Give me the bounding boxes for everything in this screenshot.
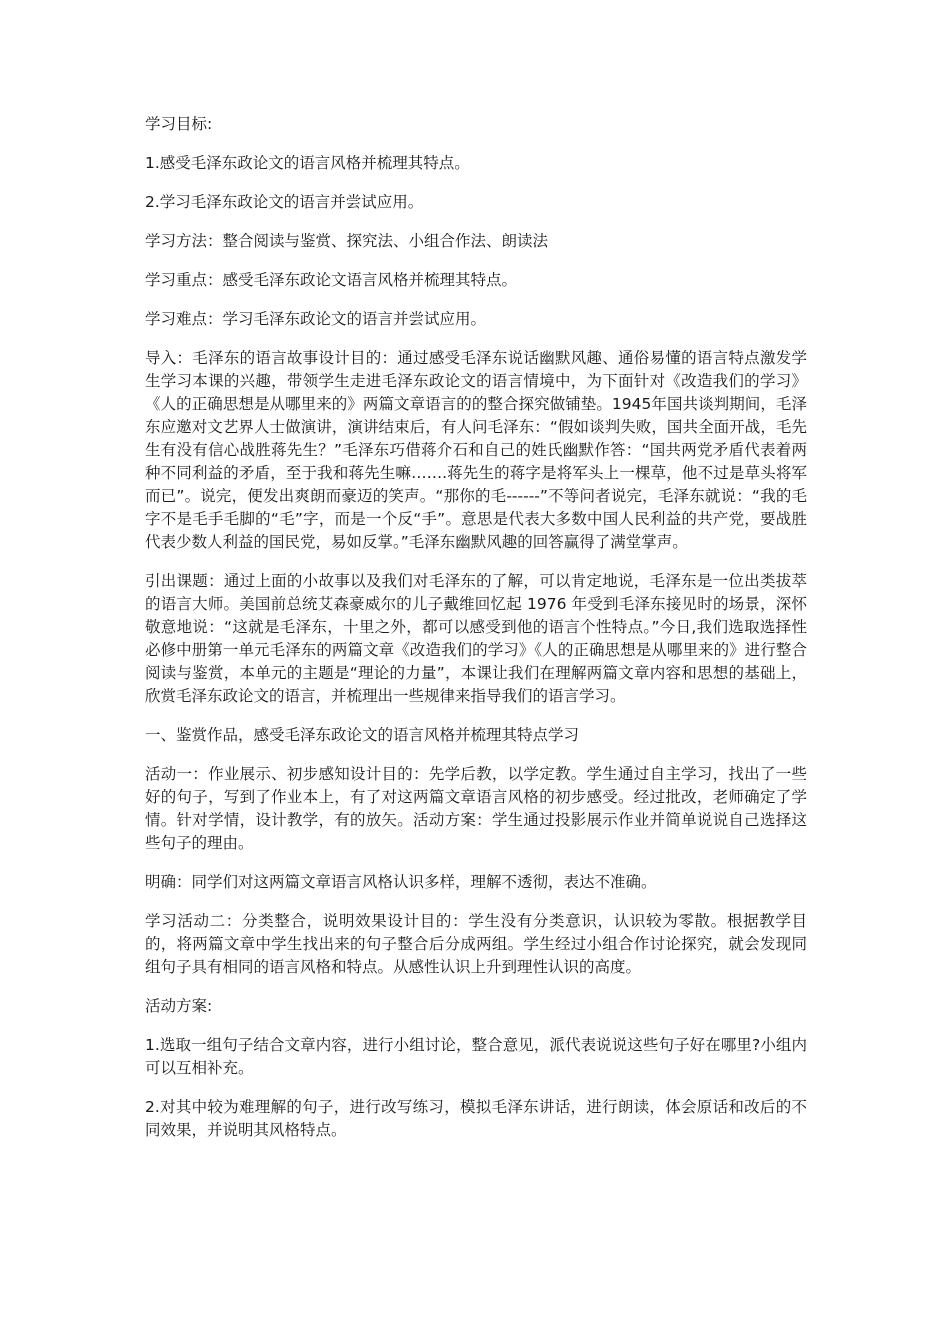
learning-methods: 学习方法：整合阅读与鉴赏、探究法、小组合作法、朗读法 — [145, 232, 549, 250]
heading-learning-goals: 学习目标: — [145, 115, 213, 133]
activity-one-paragraph: 活动一：作业展示、初步感知设计目的：先学后教，以学定教。学生通过自主学习，找出了一些好的句子，写到了作业本上，有了对这两篇文章语言风格的初步感受。经过批改，老师确定了学情。针对学情，设计教学，有的放矢。活动方案：学生通过投影展示作业并简单说说自己选择这些句子的理由。 — [145, 765, 807, 852]
activity-plan-item-1: 1.选取一组句子结合文章内容，进行小组讨论，整合意见，派代表说说这些句子好在哪里?小组内可以互相补充。 — [145, 1036, 807, 1077]
introduction-paragraph: 导入：毛泽东的语言故事设计目的：通过感受毛泽东说话幽默风趣、通俗易懂的语言特点激发学生学习本课的兴趣，带领学生走进毛泽东政论文的语言情境中，为下面针对《改造我们的学习》《人的正确思想是从哪里来的》两篇文章语言的的整合探究做铺垫。1945年国共谈判期间，毛泽东应邀对文艺界人士做演讲，演讲结束后，有人问毛泽东：“假如谈判失败，国共全面开战，毛先生有没有信心战胜蒋先生？”毛泽东巧借蒋介石和自己的姓氏幽默作答：“国共两党矛盾代表着两种不同利益的矛盾，至于我和蒋先生嘛…….蒋先生的蒋字是将军头上一棵草，他不过是草头将军而已”。说完，便发出爽朗而豪迈的笑声。“那你的毛------”不等问者说完，毛泽东就说：“我的毛字不是毛手毛脚的“毛”字，而是一个反“手”。意思是代表大多数中国人民利益的共产党，要战胜代表少数人利益的国民党，易如反掌。”毛泽东幽默风趣的回答赢得了满堂掌声。 — [145, 349, 807, 551]
activity-two-paragraph: 学习活动二：分类整合，说明效果设计目的：学生没有分类意识，认识较为零散。根据教学目的，将两篇文章中学生找出来的句子整合后分成两组。学生经过小组合作讨论探究，就会发现同组句子具有相同的语言风格和特点。从感性认识上升到理性认识的高度。 — [145, 912, 807, 976]
clarification-paragraph: 明确：同学们对这两篇文章语言风格认识多样，理解不透彻，表达不准确。 — [145, 873, 657, 891]
learning-focus: 学习重点：感受毛泽东政论文语言风格并梳理其特点。 — [145, 271, 518, 289]
activity-plan-heading: 活动方案: — [145, 997, 213, 1015]
goal-item-1: 1.感受毛泽东政论文的语言风格并梳理其特点。 — [145, 154, 470, 172]
goal-item-2: 2.学习毛泽东政论文的语言并尝试应用。 — [145, 193, 424, 211]
document-body — [145, 113, 807, 1158]
activity-plan-item-2: 2.对其中较为难理解的句子，进行改写练习，模拟毛泽东讲话，进行朗读，体会原话和改后的不同效果，并说明其风格特点。 — [145, 1098, 807, 1139]
section-heading-appreciation: 一、鉴赏作品，感受毛泽东政论文的语言风格并梳理其特点学习 — [145, 726, 580, 744]
learning-difficulty: 学习难点：学习毛泽东政论文的语言并尝试应用。 — [145, 310, 487, 328]
topic-lead-in-paragraph: 引出课题：通过上面的小故事以及我们对毛泽东的了解，可以肯定地说，毛泽东是一位出类拔萃的语言大师。美国前总统艾森豪威尔的儿子戴维回忆起 1976 年受到毛泽东接见时的场景，深怀敬意地说：“这就是毛泽东，十里之外，都可以感受到他的语言个性特点。”今日,我们选取选择性必修中册第一单元毛泽东的两篇文章《改造我们的学习》《人的正确思想是从哪里来的》进行整合阅读与鉴赏，本单元的主题是“理论的力量”，本课让我们在理解两篇文章内容和思想的基础上，欣赏毛泽东政论文的语言，并梳理出一些规律来指导我们的语言学习。 — [145, 572, 807, 705]
